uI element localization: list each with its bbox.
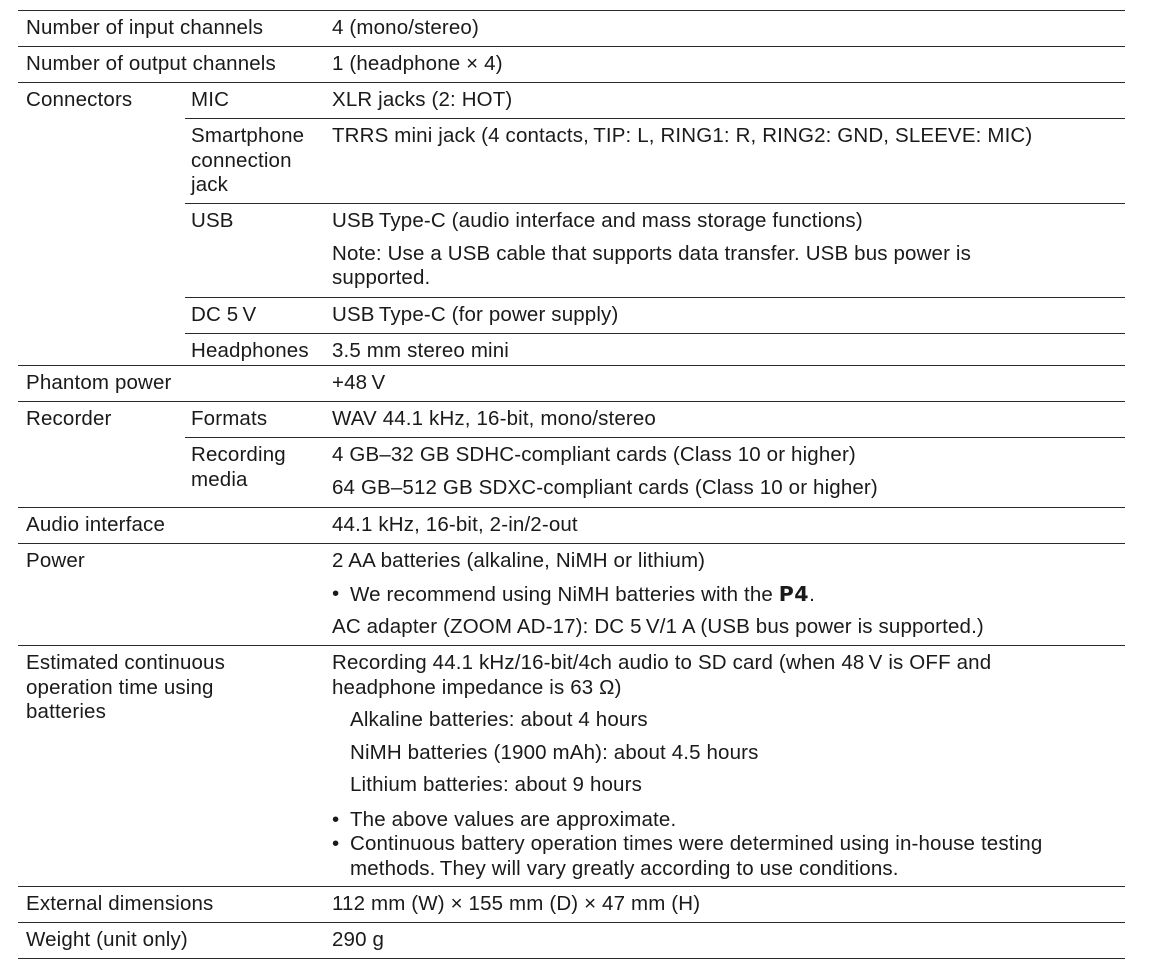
subrow-recording-media <box>185 437 1125 507</box>
operation-label-line-1: Estimated continuous <box>26 651 226 674</box>
operation-time-label <box>26 646 225 725</box>
recorder-label: Recorder <box>26 407 112 430</box>
smartphone-label <box>191 119 304 198</box>
model-name: P4 <box>778 581 810 606</box>
usb-value-block <box>332 204 1122 291</box>
row-output-channels <box>18 46 1125 82</box>
operation-note-2 <box>332 832 1122 881</box>
power-values <box>332 544 1122 640</box>
headphones-label: Headphones <box>191 339 309 362</box>
operation-label-line-2: operation time using <box>26 675 214 699</box>
media-value-2: 64 GB–512 GB SDXC-compliant cards (Class 10 or higher) <box>332 475 878 499</box>
connectors-label: Connectors <box>26 88 133 111</box>
input-channels-value: 4 (mono/stereo) <box>332 16 479 39</box>
operation-nimh: NiMH batteries (1900 mAh): about 4.5 hours <box>350 740 759 764</box>
operation-note-2-line-1: Continuous battery operation times were determined using in-house testing <box>350 832 1043 855</box>
row-phantom-power <box>18 365 1125 401</box>
operation-note-1-text: The above values are approximate. <box>350 807 677 831</box>
subrow-smartphone <box>185 118 1125 203</box>
operation-note-1 <box>332 808 1122 833</box>
weight-label: Weight (unit only) <box>26 928 188 951</box>
bullet-dot: • <box>332 807 340 831</box>
audio-interface-value: 44.1 kHz, 16-bit, 2-in/2-out <box>332 513 578 536</box>
operation-label-line-3: batteries <box>26 700 106 723</box>
usb-label: USB <box>191 209 234 232</box>
audio-interface-label: Audio interface <box>26 513 166 536</box>
media-label <box>191 438 286 492</box>
subrow-dc <box>185 297 1125 333</box>
row-weight <box>18 922 1125 959</box>
smartphone-label-line-3: jack <box>191 173 229 196</box>
power-recommend-suffix: . <box>809 582 815 606</box>
spec-table <box>18 10 1125 959</box>
usb-note-line-2: supported. <box>332 266 431 289</box>
row-dimensions <box>18 886 1125 922</box>
row-audio-interface <box>18 507 1125 543</box>
row-recorder <box>18 401 1125 507</box>
weight-value: 290 g <box>332 928 385 951</box>
dc-value: USB Type-C (for power supply) <box>332 303 619 326</box>
subrow-headphones <box>185 333 1125 369</box>
operation-intro-line-2: headphone impedance is 63 Ω) <box>332 675 622 699</box>
output-channels-value: 1 (headphone × 4) <box>332 52 503 75</box>
bullet-dot: • <box>332 581 340 605</box>
row-power <box>18 543 1125 645</box>
phantom-label: Phantom power <box>26 371 172 394</box>
phantom-value: +48 V <box>332 371 386 394</box>
formats-value: WAV 44.1 kHz, 16-bit, mono/stereo <box>332 407 656 430</box>
operation-alkaline: Alkaline batteries: about 4 hours <box>350 708 648 731</box>
dimensions-value: 112 mm (W) × 155 mm (D) × 47 mm (H) <box>332 892 701 915</box>
headphones-value: 3.5 mm stereo mini <box>332 339 509 362</box>
usb-note-line-1: Note: Use a USB cable that supports data transfer. USB bus power is <box>332 241 972 265</box>
input-channels-label: Number of input channels <box>26 16 264 39</box>
mic-value: XLR jacks (2: HOT) <box>332 88 513 111</box>
row-input-channels <box>18 10 1125 46</box>
power-batteries: 2 AA batteries (alkaline, NiMH or lithium) <box>332 549 706 572</box>
media-value-1: 4 GB–32 GB SDHC-compliant cards (Class 10 or higher) <box>332 443 856 466</box>
usb-value: USB Type-C (audio interface and mass storage functions) <box>332 209 863 232</box>
operation-intro-line-1: Recording 44.1 kHz/16-bit/4ch audio to SD card (when 48 V is OFF and <box>332 651 992 674</box>
subrow-mic <box>185 83 1125 118</box>
media-label-line-1: Recording <box>191 443 286 466</box>
dimensions-label: External dimensions <box>26 892 214 915</box>
formats-label: Formats <box>191 407 268 430</box>
smartphone-label-line-1: Smartphone <box>191 124 305 147</box>
output-channels-label: Number of output channels <box>26 52 276 75</box>
media-label-line-2: media <box>191 467 248 491</box>
dc-label: DC 5 V <box>191 303 257 326</box>
power-adapter: AC adapter (ZOOM AD-17): DC 5 V/1 A (USB bus power is supported.) <box>332 615 984 638</box>
smartphone-value: TRRS mini jack (4 contacts, TIP: L, RING1: R, RING2: GND, SLEEVE: MIC) <box>332 124 1033 147</box>
subrow-formats <box>185 402 1125 437</box>
power-recommend <box>332 582 1122 608</box>
smartphone-label-line-2: connection <box>191 148 292 172</box>
media-values <box>332 438 1122 500</box>
power-recommend-text: We recommend using NiMH batteries with the <box>350 582 773 606</box>
row-connectors <box>18 82 1125 365</box>
mic-label: MIC <box>191 88 230 111</box>
power-label: Power <box>26 549 85 572</box>
operation-time-values <box>332 646 1122 881</box>
row-operation-time <box>18 645 1125 886</box>
operation-lithium: Lithium batteries: about 9 hours <box>350 773 642 796</box>
subrow-usb <box>185 203 1125 297</box>
bullet-dot: • <box>332 832 340 855</box>
operation-note-2-line-2: methods. They will vary greatly according to use conditions. <box>350 856 899 880</box>
